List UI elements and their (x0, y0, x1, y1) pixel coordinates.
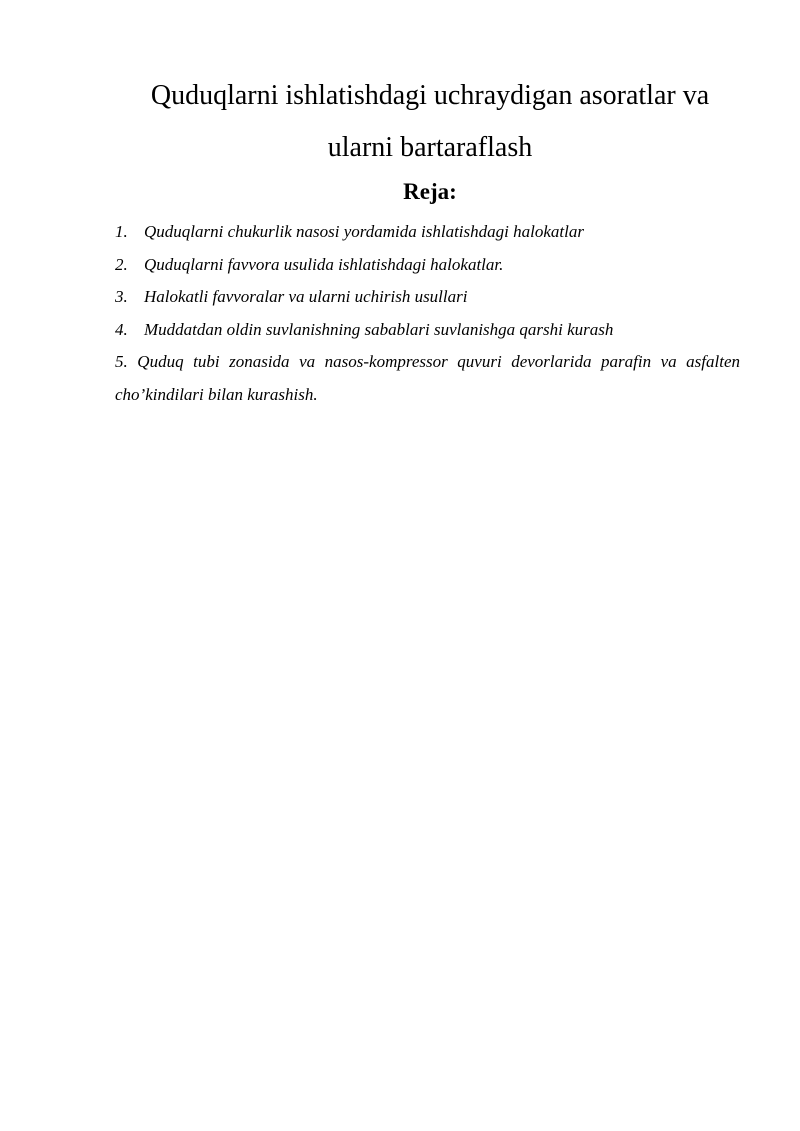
title-line-1: Quduqlarni ishlatishdagi uchraydigan asoratlar va (150, 80, 710, 111)
plan-item-number: 2. (115, 254, 128, 274)
plan-item-number: 5. (115, 352, 138, 371)
plan-item-3 (115, 281, 740, 314)
plan-item-number: 1. (115, 222, 128, 241)
title-line-2: ularni bartaraflash (327, 132, 533, 163)
plan-item-4 (115, 314, 740, 347)
page-title (100, 70, 760, 174)
plan-item-number: 4. (115, 319, 128, 339)
plan-item-5 (115, 346, 740, 411)
plan-item-text: Quduqlarni chukurlik nasosi yordamida ishlatishdagi halokatlar (144, 222, 584, 241)
plan-item-text: Muddatdan oldin suvlanishning sabablari suvlanishga qarshi kurash (144, 319, 614, 339)
plan-item-2 (115, 249, 740, 282)
plan-item-text: Halokatli favvoralar va ularni uchirish usullari (144, 287, 468, 306)
plan-list (115, 216, 740, 411)
plan-item-text: Quduq tubi zonasida va nasos-kompressor quvuri devorlarida parafin va asfalten cho’kindilari bilan kurashish. (115, 352, 741, 404)
plan-item-number: 3. (115, 287, 128, 306)
plan-item-1 (115, 216, 740, 249)
plan-heading: Reja: (403, 179, 457, 204)
plan-item-text: Quduqlarni favvora usulida ishlatishdagi halokatlar. (144, 254, 504, 274)
